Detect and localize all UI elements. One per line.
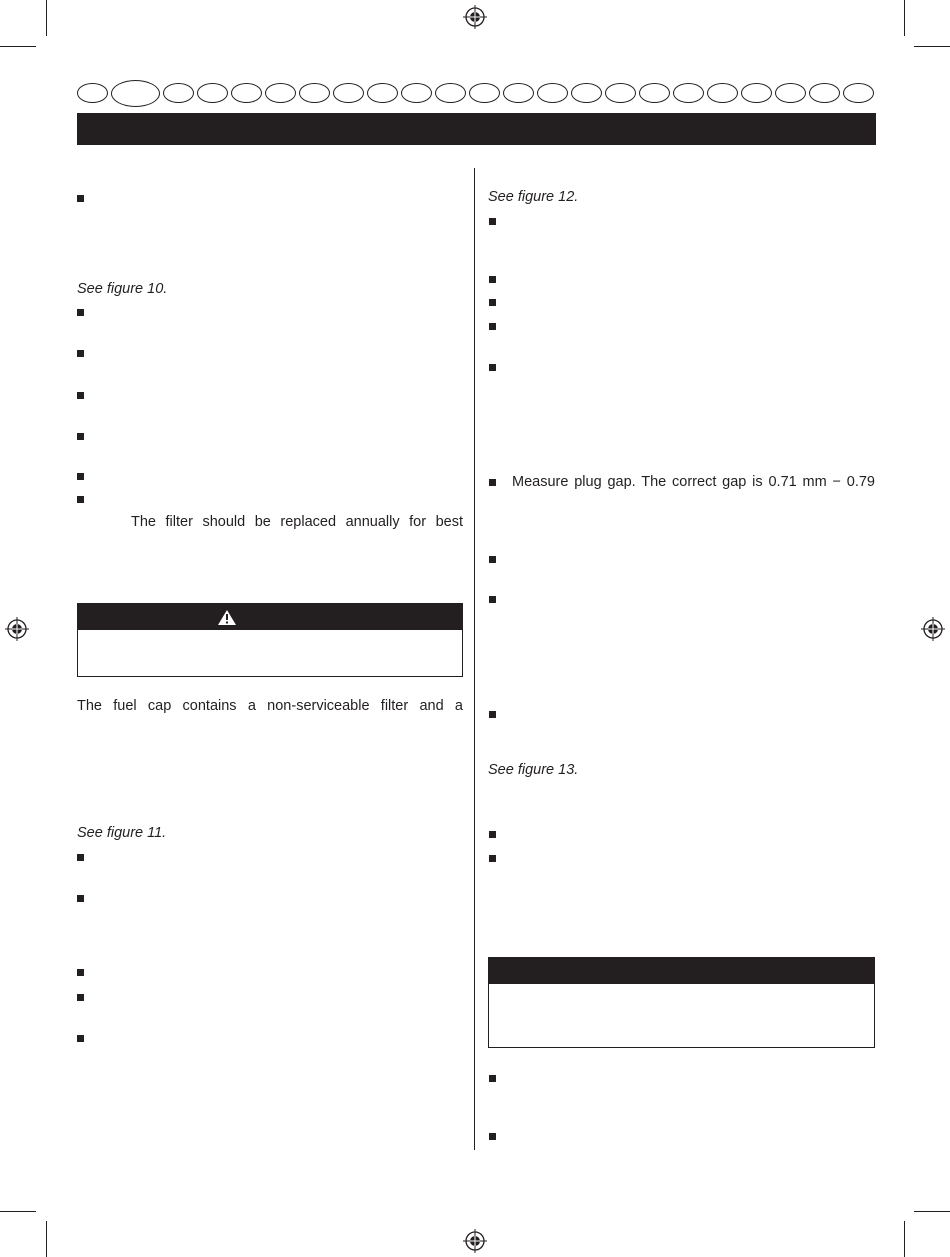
figure-reference: See figure 12. bbox=[488, 189, 579, 205]
registration-mark-icon bbox=[5, 617, 29, 641]
note-box bbox=[488, 957, 875, 1048]
figure-reference: See figure 11. bbox=[77, 825, 167, 841]
figure-reference: See figure 10. bbox=[77, 281, 168, 297]
filter-note-text: The filter should be replaced annually for best bbox=[131, 514, 463, 530]
language-tab[interactable] bbox=[469, 83, 500, 103]
bullet bbox=[489, 831, 496, 838]
registration-mark-icon bbox=[921, 617, 945, 641]
bullet bbox=[489, 596, 496, 603]
language-tab[interactable] bbox=[265, 83, 296, 103]
language-tab[interactable] bbox=[639, 83, 670, 103]
warning-box bbox=[77, 603, 463, 677]
warning-header bbox=[78, 604, 462, 630]
bullet bbox=[77, 854, 84, 861]
crop-mark bbox=[914, 1211, 950, 1212]
crop-mark bbox=[914, 46, 950, 47]
bullet bbox=[77, 433, 84, 440]
bullet bbox=[77, 994, 84, 1001]
registration-mark-icon bbox=[463, 5, 487, 29]
column-divider bbox=[474, 168, 475, 1150]
plug-gap-text: Measure plug gap. The correct gap is 0.71 mm − 0.79 bbox=[512, 474, 875, 490]
language-tab[interactable] bbox=[231, 83, 262, 103]
bullet bbox=[489, 556, 496, 563]
language-tab[interactable] bbox=[401, 83, 432, 103]
language-tab[interactable] bbox=[367, 83, 398, 103]
bullet bbox=[77, 392, 84, 399]
language-tab[interactable] bbox=[333, 83, 364, 103]
language-tab-active[interactable] bbox=[111, 80, 160, 107]
bullet bbox=[489, 299, 496, 306]
crop-mark bbox=[904, 0, 905, 36]
language-tab[interactable] bbox=[605, 83, 636, 103]
language-tab[interactable] bbox=[77, 83, 108, 103]
language-tab[interactable] bbox=[197, 83, 228, 103]
language-tab[interactable] bbox=[163, 83, 194, 103]
bullet bbox=[489, 323, 496, 330]
bullet bbox=[77, 309, 84, 316]
language-tab[interactable] bbox=[299, 83, 330, 103]
crop-mark bbox=[46, 1221, 47, 1257]
note-header bbox=[489, 958, 874, 984]
crop-mark bbox=[0, 1211, 36, 1212]
bullet bbox=[77, 1035, 84, 1042]
registration-mark-icon bbox=[463, 1229, 487, 1253]
language-tab[interactable] bbox=[673, 83, 704, 103]
language-tab[interactable] bbox=[571, 83, 602, 103]
language-tab[interactable] bbox=[741, 83, 772, 103]
bullet bbox=[489, 1133, 496, 1140]
bullet bbox=[77, 969, 84, 976]
figure-reference: See figure 13. bbox=[488, 762, 579, 778]
language-tab[interactable] bbox=[537, 83, 568, 103]
crop-mark bbox=[46, 0, 47, 36]
bullet bbox=[489, 479, 496, 486]
language-tab[interactable] bbox=[843, 83, 874, 103]
section-header-bar bbox=[77, 113, 876, 145]
bullet bbox=[77, 350, 84, 357]
bullet bbox=[489, 364, 496, 371]
bullet bbox=[77, 496, 84, 503]
bullet bbox=[489, 711, 496, 718]
language-tab[interactable] bbox=[435, 83, 466, 103]
bullet bbox=[77, 473, 84, 480]
language-tab[interactable] bbox=[775, 83, 806, 103]
language-tabs bbox=[77, 80, 877, 108]
bullet bbox=[77, 195, 84, 202]
language-tab[interactable] bbox=[809, 83, 840, 103]
bullet bbox=[489, 855, 496, 862]
language-tab[interactable] bbox=[503, 83, 534, 103]
crop-mark bbox=[0, 46, 36, 47]
bullet bbox=[489, 1075, 496, 1082]
warning-triangle-icon bbox=[217, 609, 237, 626]
crop-mark bbox=[904, 1221, 905, 1257]
fuel-cap-text: The fuel cap contains a non-serviceable filter and a bbox=[77, 698, 463, 714]
bullet bbox=[77, 895, 84, 902]
bullet bbox=[489, 218, 496, 225]
bullet bbox=[489, 276, 496, 283]
language-tab[interactable] bbox=[707, 83, 738, 103]
